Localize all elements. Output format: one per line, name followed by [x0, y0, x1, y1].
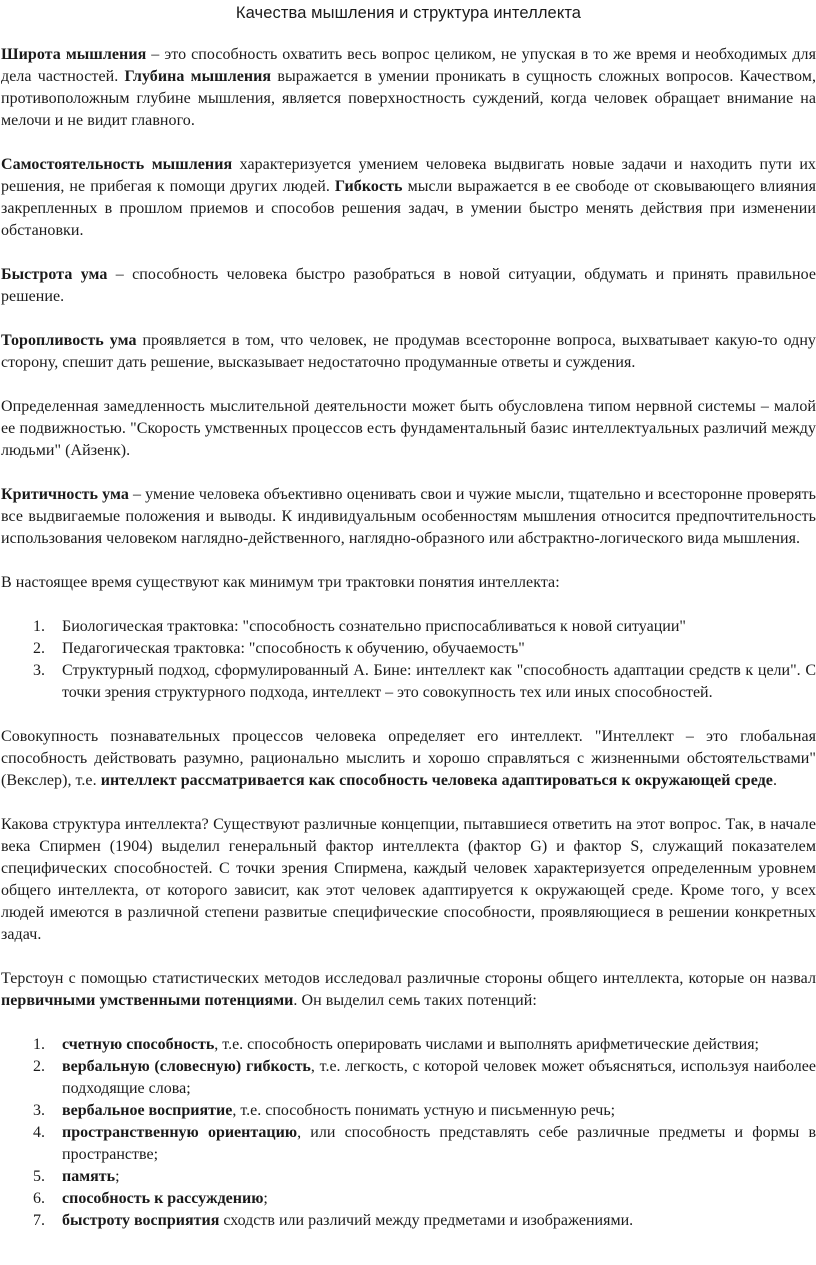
list-number: 3.	[33, 662, 45, 679]
term-independence: Самостоятельность мышления	[1, 156, 233, 173]
list-item-text: Биологическая трактовка: "способность сознательно приспосабливаться к новой ситуации"	[62, 618, 686, 635]
list-item-term: счетную способность	[62, 1036, 215, 1053]
term-adaptation: интеллект рассматривается как способность человека адаптироваться к окружающей среде	[100, 772, 773, 789]
paragraph-quickness	[1, 264, 816, 308]
paragraph-text: выражается в умении проникать в сущность сложных вопросов. Качеством, противоположным глубине мышления, является поверхностность суждений, когда человек обращает внимание на мелочи и не видит главного.	[1, 68, 816, 129]
paragraph-text: В настоящее время существуют как минимум три трактовки понятия интеллекта:	[1, 574, 560, 591]
term-hastiness: Торопливость ума	[1, 332, 137, 349]
paragraph-text: Терстоун с помощью статистических методов исследовал различные стороны общего интеллекта, которые он назвал	[1, 970, 816, 987]
list-item-text: , или способность представлять себе различные предметы и формы в пространстве;	[62, 1124, 816, 1163]
term-breadth: Широта мышления	[1, 46, 147, 63]
page-title: Качества мышления и структура интеллекта	[235, 4, 582, 22]
list-item-term: способность к рассуждению	[62, 1190, 264, 1207]
list-item-text: Педагогическая трактовка: "способность к обучению, обучаемость"	[62, 640, 525, 657]
list-item-term: вербальное восприятие	[62, 1102, 233, 1119]
list-item-text: сходств или различий между предметами и изображениями.	[219, 1212, 634, 1229]
list-item-term: быстроту восприятия	[62, 1212, 220, 1229]
list-item	[1, 1122, 816, 1166]
paragraph-hastiness	[1, 330, 816, 374]
paragraph-text: Определенная замедленность мыслительной деятельности может быть обусловлена типом нервной системы – малой ее подвижностью. "Скорость умственных процессов есть фундаментальный базис интеллектуальных различий между людьми" (Айзенк).	[1, 398, 816, 459]
term-flexibility: Гибкость	[334, 178, 403, 195]
list-item-term: память	[62, 1168, 116, 1185]
list-item	[1, 616, 816, 638]
list-item-term: пространственную ориентацию	[62, 1124, 298, 1141]
list-item	[1, 638, 816, 660]
list-item-text: , т.е. легкость, с которой человек может объясняться, используя наиболее подходящие слова;	[62, 1058, 816, 1097]
term-quickness: Быстрота ума	[1, 266, 108, 283]
paragraph-text: – умение человека объективно оценивать свои и чужие мысли, тщательно и всесторонне проверять все выдвигаемые положения и выводы. К индивидуальным особенностям мышления относится предпочтительность использования человеком наглядно-действенного, наглядно-образного или абстрактно-логического вида мышления.	[1, 486, 816, 547]
list-number: 5.	[33, 1168, 45, 1185]
list-item	[1, 1188, 816, 1210]
paragraph-breadth-depth	[1, 44, 816, 132]
paragraph-criticality	[1, 484, 816, 550]
paragraph-wechsler	[1, 726, 816, 792]
paragraph-text: проявляется в том, что человек, не продумав всесторонне вопроса, выхватывает какую-то одну сторону, спешит дать решение, высказывает недостаточно продуманные ответы и суждения.	[1, 332, 816, 371]
term-criticality: Критичность ума	[1, 486, 129, 503]
paragraph-slowness	[1, 396, 816, 462]
list-item-text: Структурный подход, сформулированный А. Бине: интеллект как "способность адаптации средств к цели". С точки зрения структурного подхода, интеллект – это совокупность тех или иных способностей.	[62, 662, 816, 701]
list-item-text: , т.е. способность понимать устную и письменную речь;	[232, 1102, 616, 1119]
paragraph-text: Какова структура интеллекта? Существуют различные концепции, пытавшиеся ответить на этот вопрос. Так, в начале века Спирмен (1904) выделил генеральный фактор интеллекта (фактор G) и фактор S, служащий показателем специфических способностей. С точки зрения Спирмена, каждый человек характеризуется определенным уровнем общего интеллекта, от которого зависит, как этот человек адаптируется к окружающей среде. Кроме того, у всех людей имеются в различной степени развитые специфические способности, проявляющиеся в решении конкретных задач.	[1, 816, 816, 943]
list-item-term: вербальную (словесную) гибкость	[62, 1058, 311, 1075]
list-item-text: , т.е. способность оперировать числами и выполнять арифметические действия;	[214, 1036, 759, 1053]
paragraph-thurstone	[1, 968, 816, 1012]
list-number: 3.	[33, 1102, 45, 1119]
list-number: 7.	[33, 1212, 45, 1229]
interpretations-list	[1, 616, 816, 704]
list-item	[1, 1166, 816, 1188]
list-number: 6.	[33, 1190, 45, 1207]
list-number: 2.	[33, 1058, 45, 1075]
paragraph-spearman	[1, 814, 816, 946]
paragraph-text: . Он выделил семь таких потенций:	[293, 992, 537, 1009]
list-item	[1, 1034, 816, 1056]
term-primary-abilities: первичными умственными потенциями	[1, 992, 294, 1009]
list-number: 4.	[33, 1124, 45, 1141]
paragraph-text: Совокупность познавательных процессов человека определяет его интеллект. "Интеллект – это глобальная способность действовать разумно, рационально мыслить и хорошо справляться с жизненными обстоятельствами" (Векслер), т.е.	[1, 728, 816, 789]
list-item	[1, 1100, 816, 1122]
paragraph-independence-flexibility	[1, 154, 816, 242]
list-item	[1, 660, 816, 704]
list-item	[1, 1056, 816, 1100]
list-item	[1, 1210, 816, 1232]
paragraph-text: характеризуется умением человека выдвигать новые задачи и находить пути их решения, не прибегая к помощи других людей.	[1, 156, 816, 195]
term-depth: Глубина мышления	[124, 68, 272, 85]
list-number: 1.	[33, 1036, 45, 1053]
paragraph-text: мысли выражается в ее свободе от сковывающего влияния закрепленных в прошлом приемов и способов решения задач, в умении быстро менять действия при изменении обстановки.	[1, 178, 816, 239]
paragraph-text: – способность человека быстро разобраться в новой ситуации, обдумать и принять правильное решение.	[1, 266, 816, 305]
list-item-text: ;	[263, 1190, 268, 1207]
list-number: 2.	[33, 640, 45, 657]
paragraph-text: – это способность охватить весь вопрос целиком, не упуская в то же время и необходимых для дела частностей.	[1, 46, 816, 85]
list-number: 1.	[33, 618, 45, 635]
list-item-text: ;	[115, 1168, 120, 1185]
paragraph-intellect-interpretations	[1, 572, 816, 594]
paragraph-text: .	[772, 772, 778, 789]
primary-abilities-list	[1, 1034, 816, 1232]
